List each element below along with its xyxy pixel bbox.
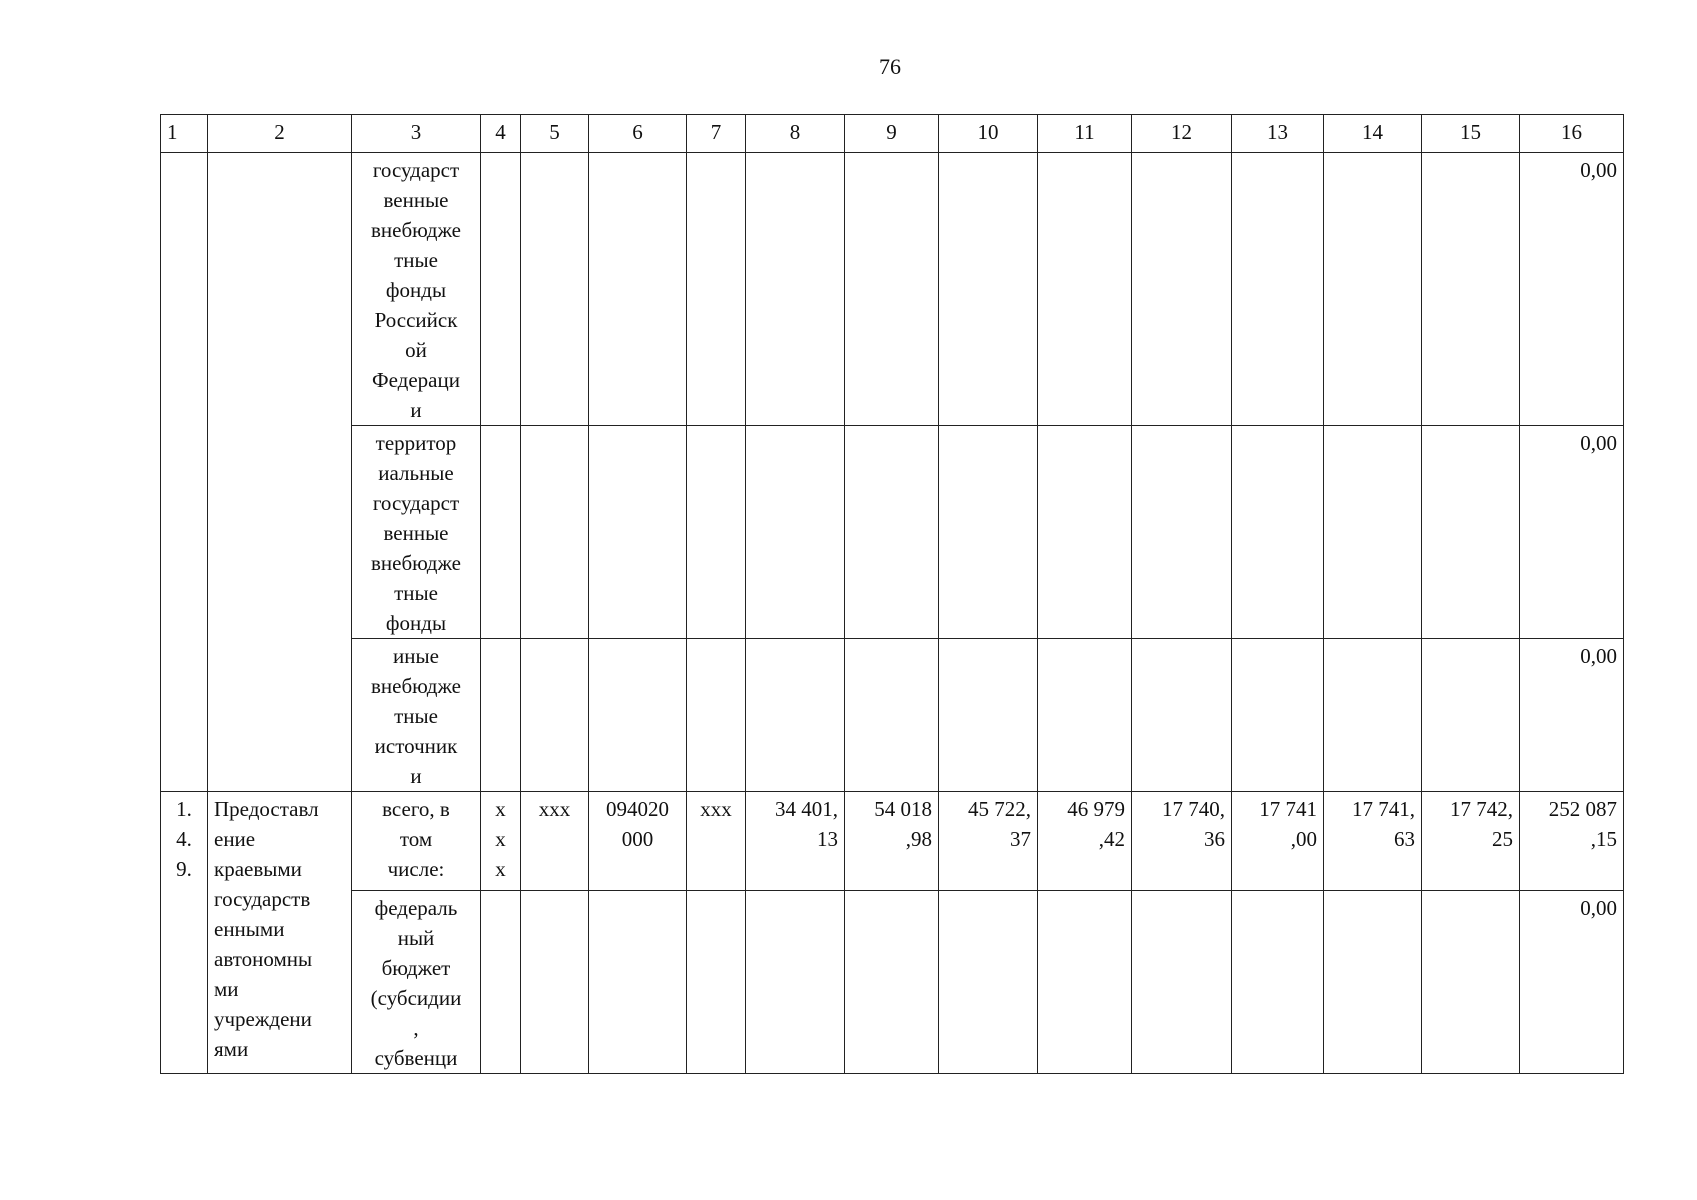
column-header-6: 6 — [589, 115, 687, 153]
cell-empty — [1038, 153, 1132, 426]
table-row — [161, 792, 1624, 891]
column-header-8: 8 — [746, 115, 845, 153]
cell-empty — [521, 639, 589, 792]
cell-empty — [939, 153, 1038, 426]
cell-empty — [845, 639, 939, 792]
table-row — [161, 153, 1624, 426]
column-header-2: 2 — [208, 115, 352, 153]
cell-empty — [1132, 153, 1232, 426]
cell-empty — [521, 153, 589, 426]
cell-source: государст венные внебюдже тные фонды Российск ой Федераци и — [352, 153, 481, 426]
column-header-5: 5 — [521, 115, 589, 153]
cell-empty — [746, 891, 845, 1074]
page-number: 76 — [879, 54, 901, 79]
cell-col15: 17 742, 25 — [1422, 792, 1520, 891]
column-header-9: 9 — [845, 115, 939, 153]
cell-empty — [687, 426, 746, 639]
cell-empty — [1422, 426, 1520, 639]
column-header-15: 15 — [1422, 115, 1520, 153]
cell-empty — [1324, 426, 1422, 639]
cell-source: иные внебюдже тные источник и — [352, 639, 481, 792]
cell-col16: 252 087 ,15 — [1520, 792, 1624, 891]
cell-empty — [687, 639, 746, 792]
cell-empty — [1324, 891, 1422, 1074]
cell-empty — [1038, 639, 1132, 792]
cell-col11: 46 979 ,42 — [1038, 792, 1132, 891]
cell-empty — [481, 426, 521, 639]
cell-source: федераль ный бюджет (субсидии , субвенци — [352, 891, 481, 1074]
column-header-7: 7 — [687, 115, 746, 153]
cell-col8: 34 401, 13 — [746, 792, 845, 891]
cell-empty — [1324, 153, 1422, 426]
budget-table — [160, 114, 1624, 1074]
cell-empty — [746, 426, 845, 639]
cell-empty — [589, 153, 687, 426]
cell-empty — [589, 426, 687, 639]
cell-empty — [1422, 153, 1520, 426]
cell-empty — [521, 891, 589, 1074]
cell-empty — [1232, 891, 1324, 1074]
cell-empty — [1132, 426, 1232, 639]
cell-empty — [481, 639, 521, 792]
cell-total: 0,00 — [1520, 426, 1624, 639]
column-header-16: 16 — [1520, 115, 1624, 153]
cell-number — [161, 153, 208, 792]
cell-empty — [1232, 426, 1324, 639]
cell-empty — [845, 153, 939, 426]
column-header-11: 11 — [1038, 115, 1132, 153]
cell-col14: 17 741, 63 — [1324, 792, 1422, 891]
table-row — [161, 639, 1624, 792]
cell-empty — [845, 891, 939, 1074]
cell-empty — [1324, 639, 1422, 792]
cell-empty — [1232, 153, 1324, 426]
cell-empty — [481, 153, 521, 426]
column-header-12: 12 — [1132, 115, 1232, 153]
cell-empty — [1132, 891, 1232, 1074]
header-row — [161, 115, 1624, 153]
cell-name — [208, 153, 352, 792]
cell-empty — [746, 639, 845, 792]
cell-total: 0,00 — [1520, 639, 1624, 792]
column-header-3: 3 — [352, 115, 481, 153]
table-row — [161, 891, 1624, 1074]
cell-empty — [589, 639, 687, 792]
column-header-4: 4 — [481, 115, 521, 153]
cell-empty — [687, 153, 746, 426]
column-header-10: 10 — [939, 115, 1038, 153]
cell-name: Предоставл ение краевыми государств енными автономны ми учреждени ями — [208, 792, 352, 1074]
cell-total: 0,00 — [1520, 153, 1624, 426]
table-row — [161, 426, 1624, 639]
cell-empty — [1422, 891, 1520, 1074]
cell-empty — [521, 426, 589, 639]
cell-empty — [1038, 891, 1132, 1074]
cell-col4: х х х — [481, 792, 521, 891]
cell-empty — [687, 891, 746, 1074]
cell-empty — [939, 639, 1038, 792]
cell-empty — [1038, 426, 1132, 639]
cell-empty — [746, 153, 845, 426]
column-header-14: 14 — [1324, 115, 1422, 153]
column-header-1: 1 — [161, 115, 208, 153]
cell-col6: 094020 000 — [589, 792, 687, 891]
cell-empty — [481, 891, 521, 1074]
cell-empty — [1132, 639, 1232, 792]
cell-source: всего, в том числе: — [352, 792, 481, 891]
cell-number: 1. 4. 9. — [161, 792, 208, 1074]
cell-col7: ххх — [687, 792, 746, 891]
cell-col5: ххх — [521, 792, 589, 891]
cell-empty — [845, 426, 939, 639]
cell-col13: 17 741 ,00 — [1232, 792, 1324, 891]
cell-empty — [939, 891, 1038, 1074]
cell-col12: 17 740, 36 — [1132, 792, 1232, 891]
cell-total: 0,00 — [1520, 891, 1624, 1074]
cell-empty — [1422, 639, 1520, 792]
cell-col9: 54 018 ,98 — [845, 792, 939, 891]
cell-source: территор иальные государст венные внебюдже тные фонды — [352, 426, 481, 639]
column-header-13: 13 — [1232, 115, 1324, 153]
cell-col10: 45 722, 37 — [939, 792, 1038, 891]
cell-empty — [589, 891, 687, 1074]
cell-empty — [939, 426, 1038, 639]
cell-empty — [1232, 639, 1324, 792]
